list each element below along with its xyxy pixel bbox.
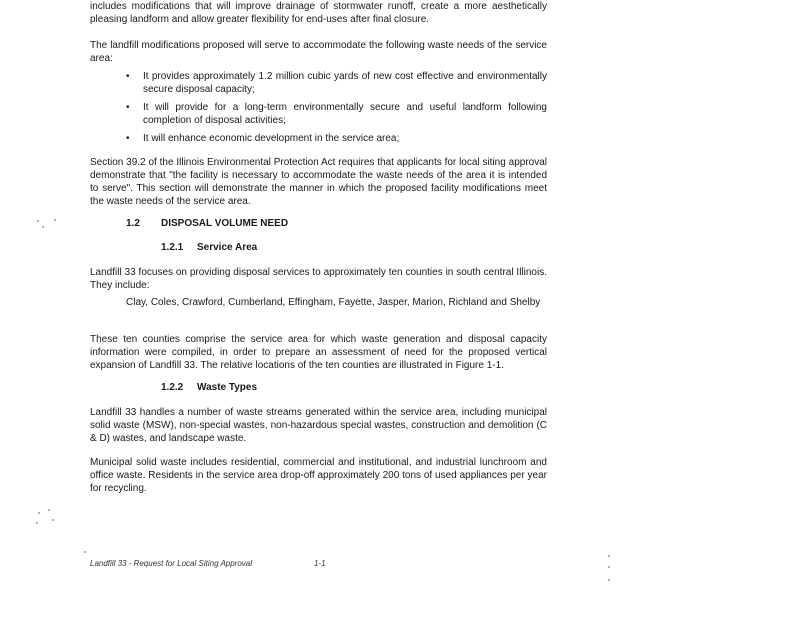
scan-speck [38,512,40,514]
scan-speck [37,220,39,222]
scan-speck [36,522,38,524]
scan-speck [608,579,610,581]
section-heading: DISPOSAL VOLUME NEED [161,218,289,229]
bullet-item: It will provide for a long-term environmentally secure and useful landform following completion of disposal activities; [143,102,547,126]
footer-page-number: 1-1 [314,559,326,568]
scan-speck [52,519,54,521]
bullet-marker: • [126,71,130,82]
scan-speck [42,226,44,228]
scan-speck [608,566,610,568]
paragraph-service-area: Landfill 33 focuses on providing disposal services to approximately ten counties in south central Illinois. They include: [90,267,547,291]
county-list: Clay, Coles, Crawford, Cumberland, Effingham, Fayette, Jasper, Marion, Richland and Shelby [126,297,541,308]
paragraph-waste-streams: Landfill 33 handles a number of waste streams generated within the service area, including municipal solid waste (MSW), non-special wastes, non-hazardous special wastes, construction and demolition (C & D) wastes, and landscape waste. [90,407,547,444]
paragraph-ten-counties: These ten counties comprise the service area for which waste generation and disposal capacity information were compiled, in order to prepare an assessment of need for the proposed vertical expansion of Landfill 33. The relative locations of the ten counties are illustrated in Figure 1-1. [90,334,547,371]
scan-speck [48,509,50,511]
subsection-number: 1.2.1 [161,242,184,253]
subsection-heading: Service Area [197,242,258,253]
bullet-item: It provides approximately 1.2 million cubic yards of new cost effective and environmentally secure disposal capacity; [143,71,547,95]
bullet-marker: • [126,133,130,144]
subsection-heading: Waste Types [197,382,258,393]
scan-speck [84,551,86,553]
paragraph-section-39-2: Section 39.2 of the Illinois Environmental Protection Act requires that applicants for local siting approval demonstrate that "the facility is necessary to accommodate the waste needs of the area it is intended to serve". This section will demonstrate the manner in which the proposed facility modifications meet the waste needs of the service area. [90,157,547,207]
paragraph-intro: includes modifications that will improve drainage of stormwater runoff, create a more aesthetically pleasing landform and allow greater flexibility for end-uses after final closure. [90,1,547,25]
scan-speck [54,219,56,221]
scan-speck [608,555,610,557]
bullet-marker: • [126,102,130,113]
section-number: 1.2 [126,218,140,229]
paragraph-waste-needs: The landfill modifications proposed will serve to accommodate the following waste needs of the service area: [90,40,547,64]
footer-title: Landfill 33 - Request for Local Siting Approval [90,559,253,568]
bullet-item: It will enhance economic development in the service area; [143,133,400,144]
paragraph-msw: Municipal solid waste includes residential, commercial and institutional, and industrial lunchroom and office waste. Residents in the service area drop-off approximately 200 tons of used appliances per year for recycling. [90,457,547,494]
subsection-number: 1.2.2 [161,382,184,393]
